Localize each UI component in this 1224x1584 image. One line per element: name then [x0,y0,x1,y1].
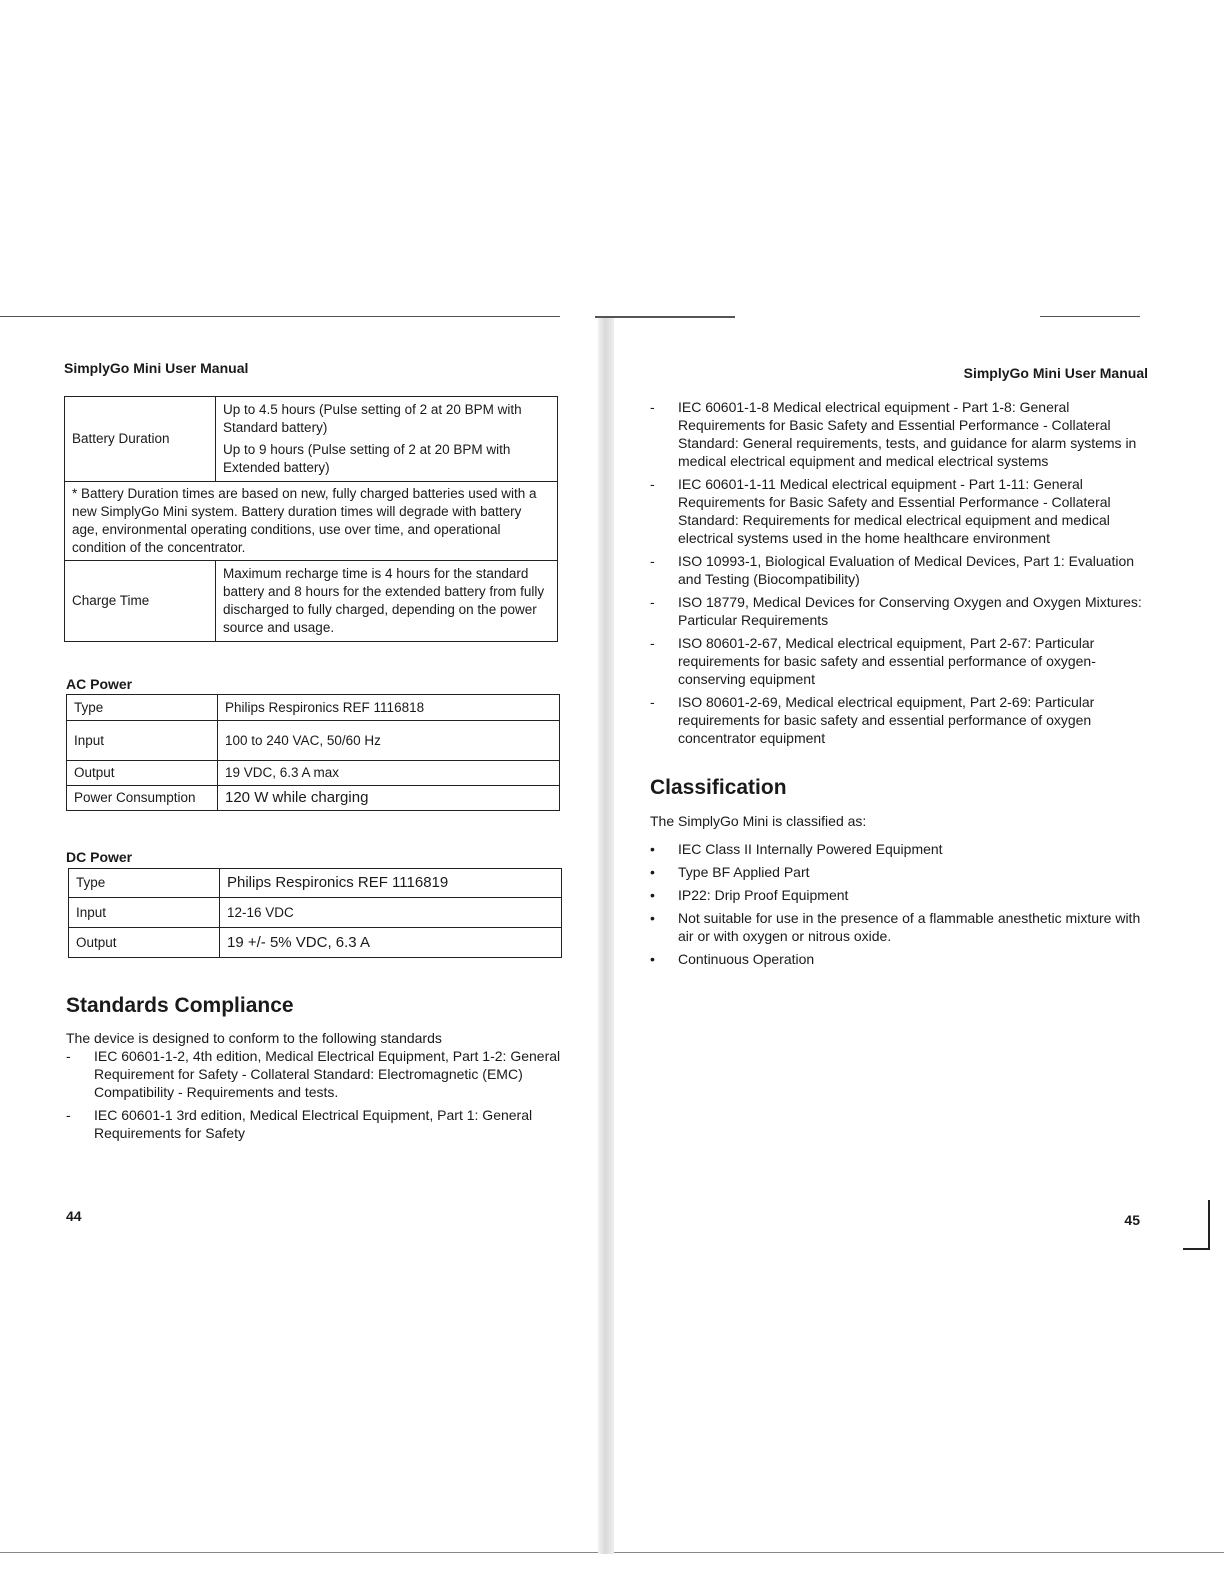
standards-list-left [66,1047,566,1147]
list-item [650,693,1150,747]
list-item [650,634,1150,688]
dash-marker: - [66,1048,71,1064]
bullet-marker: • [650,841,655,857]
list-item [650,475,1150,547]
charge-time-row [65,561,558,642]
dash-marker: - [650,635,655,651]
list-item [650,909,1150,945]
ac-power-table [66,694,560,811]
dc-type-label: Type [69,869,220,898]
bullet-marker: • [650,887,655,903]
ac-input-label: Input [67,721,218,761]
dash-marker: - [650,553,655,569]
dc-power-table [68,868,562,958]
list-item [650,886,1150,904]
right-page-number: 45 [1124,1212,1140,1228]
standard-text: IEC 60601-1 3rd edition, Medical Electrical Equipment, Part 1: General Requirements for Safety [94,1107,533,1141]
battery-duration-row [65,397,558,482]
list-item [650,552,1150,588]
charge-time-label: Charge Time [65,561,216,642]
classification-heading: Classification [650,776,787,799]
classification-intro: The SimplyGo Mini is classified as: [650,813,867,829]
standards-intro: The device is designed to conform to the following standards [66,1030,442,1046]
top-edge-line-right [1040,316,1140,317]
dash-marker: - [650,594,655,610]
ac-consumption-row [67,786,560,811]
dc-power-title: DC Power [66,849,133,865]
ac-type-value: Philips Respironics REF 1116818 [218,695,560,721]
dc-output-label: Output [69,928,220,958]
ac-output-row [67,761,560,786]
battery-extended-value: Up to 9 hours (Pulse setting of 2 at 20 BPM with Extended battery) [223,442,511,475]
bullet-marker: • [650,864,655,880]
ac-consumption-value: 120 W while charging [218,786,560,811]
charge-time-value: Maximum recharge time is 4 hours for the standard battery and 8 hours for the extended battery from fully discharged to fully charged, depending on the power source and usage. [216,561,558,642]
standard-text: ISO 10993-1, Biological Evaluation of Medical Devices, Part 1: Evaluation and Testing (Biocompatibility) [678,553,1135,587]
ac-type-label: Type [67,695,218,721]
dc-input-value: 12-16 VDC [220,898,562,928]
list-item [650,950,1150,968]
classification-list [650,840,1150,973]
standard-text: ISO 80601-2-67, Medical electrical equipment, Part 2-67: Particular requirements for basic safety and essential performance of oxygen-conserving equipment [678,635,1096,687]
standard-text: ISO 80601-2-69, Medical electrical equipment, Part 2-69: Particular requirements for basic safety and essential performance of oxygen concentrator equipment [678,694,1095,746]
classification-text: Continuous Operation [678,951,815,967]
standards-heading: Standards Compliance [66,994,294,1017]
list-item [66,1047,566,1101]
classification-text: Type BF Applied Part [678,864,810,880]
dc-input-label: Input [69,898,220,928]
dc-type-row [69,869,562,898]
dc-input-row [69,898,562,928]
ac-power-title: AC Power [66,676,133,692]
battery-footnote-row [65,482,558,561]
standard-text: IEC 60601-1-8 Medical electrical equipment - Part 1-8: General Requirements for Basic Safety and Essential Performance - Collateral Standard: General requirements, tests, and guidance for alarm systems in medical electrical equipment and medical electrical systems [678,399,1137,469]
bullet-marker: • [650,951,655,967]
standard-text: IEC 60601-1-2, 4th edition, Medical Electrical Equipment, Part 1-2: General Requirement for Safety - Collateral Standard: Electromagnetic (EMC) Compatibility - Requirements and tests. [94,1048,561,1100]
top-edge-line-left [0,316,560,317]
dash-marker: - [650,399,655,415]
right-page [610,318,1210,1554]
ac-output-label: Output [67,761,218,786]
list-item [66,1106,566,1142]
left-page-number: 44 [66,1208,82,1224]
dash-marker: - [650,694,655,710]
list-item [650,863,1150,881]
bullet-marker: • [650,910,655,926]
classification-text: IEC Class II Internally Powered Equipment [678,841,943,857]
ac-input-row [67,721,560,761]
standard-text: IEC 60601-1-11 Medical electrical equipment - Part 1-11: General Requirements for Basic Safety and Essential Performance - Collateral Standard: Requirements for medical electrical equipment and medical electrical systems used in the home healthcare environment [678,476,1111,546]
dash-marker: - [66,1107,71,1123]
standard-text: ISO 18779, Medical Devices for Conserving Oxygen and Oxygen Mixtures: Particular Requirements [678,594,1142,628]
list-item [650,398,1150,470]
battery-footnote: * Battery Duration times are based on new, fully charged batteries used with a new SimplyGo Mini system. Battery duration times will degrade with battery age, environmental operating conditions, use over time, and operational condition of the concentrator. [65,482,558,561]
dash-marker: - [650,476,655,492]
battery-standard-value: Up to 4.5 hours (Pulse setting of 2 at 20 BPM with Standard battery) [223,402,522,435]
ac-input-value: 100 to 240 VAC, 50/60 Hz [218,721,560,761]
left-page [4,318,602,1554]
ac-type-row [67,695,560,721]
standards-list-right [650,398,1150,752]
list-item [650,593,1150,629]
dc-output-value: 19 +/- 5% VDC, 6.3 A [220,928,562,958]
list-item [650,840,1150,858]
battery-duration-value [216,397,558,482]
right-page-header: SimplyGo Mini User Manual [963,365,1148,381]
battery-duration-label: Battery Duration [65,397,216,482]
battery-spec-table [64,396,558,642]
ac-consumption-label: Power Consumption [67,786,218,811]
ac-output-value: 19 VDC, 6.3 A max [218,761,560,786]
dc-output-row [69,928,562,958]
classification-text: Not suitable for use in the presence of a flammable anesthetic mixture with air or with oxygen or nitrous oxide. [678,910,1141,944]
left-page-header: SimplyGo Mini User Manual [64,360,249,376]
dc-type-value: Philips Respironics REF 1116819 [220,869,562,898]
classification-text: IP22: Drip Proof Equipment [678,887,849,903]
